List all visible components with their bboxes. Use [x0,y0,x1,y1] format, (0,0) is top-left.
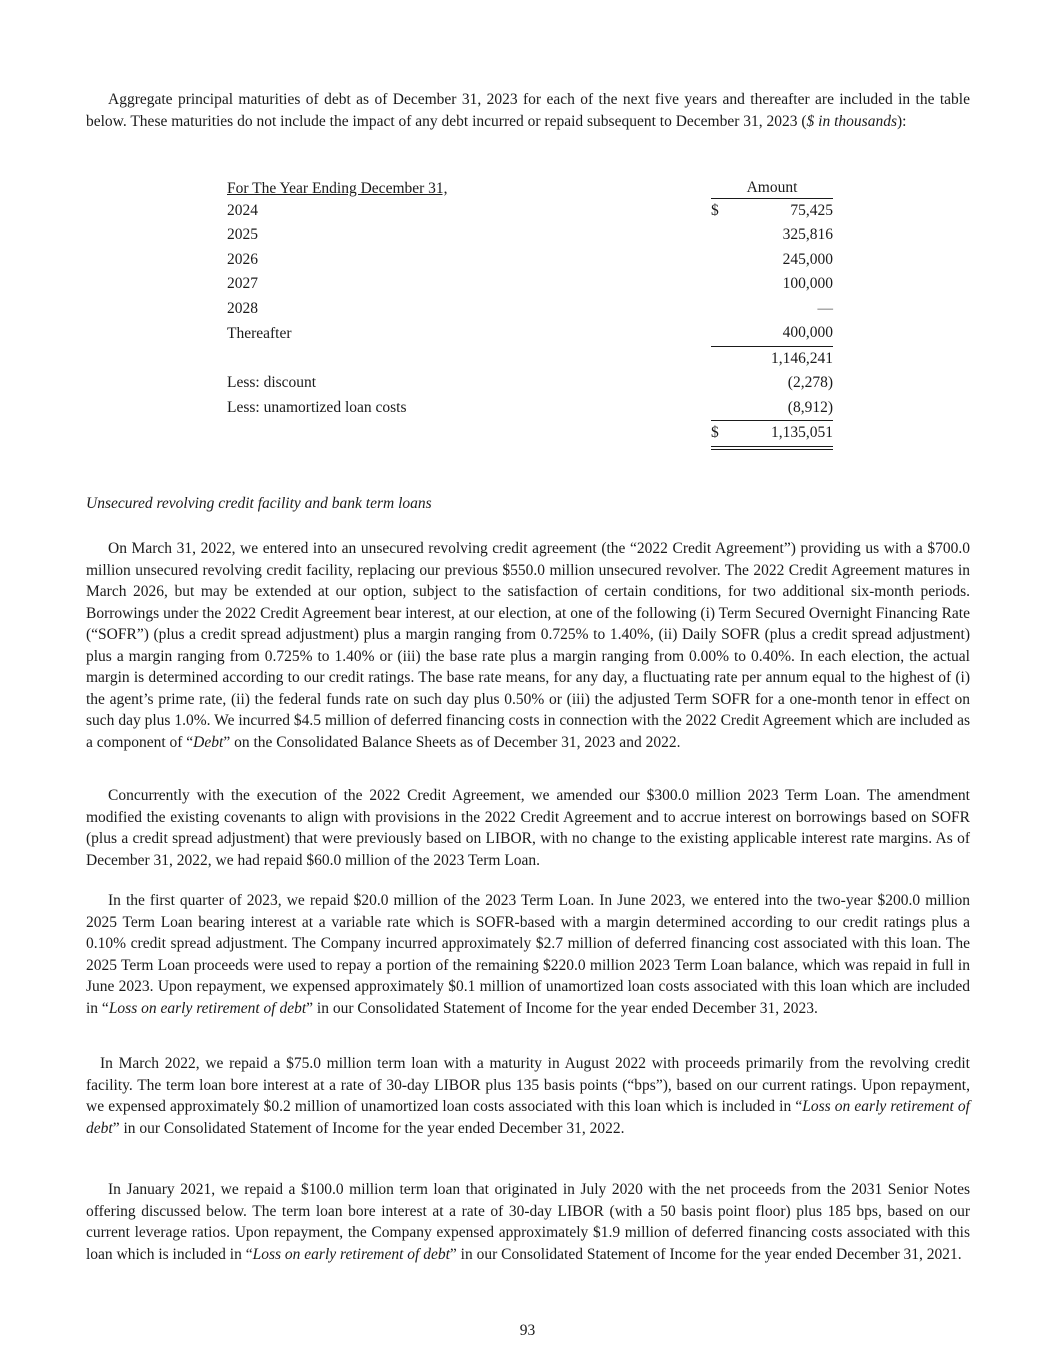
paragraph-credit-agreement [86,538,970,753]
paragraph-text-end: ” in our Consolidated Statement of Income for the year ended December 31, 2023. [306,999,818,1017]
paragraph-text: Concurrently with the execution of the 2022 Credit Agreement, we amended our $300.0 million 2023 Term Loan. The amendment modified the existing covenants to align with provisions in the 2022 Credit Agreement and to accrue interest on borrowings based on SOFR (plus a credit spread adjustment) that were previously based on LIBOR, with no change to the existing applicable interest rate margins. As of December 31, 2022, we had repaid $60.0 million of the 2023 Term Loan. [86,787,970,869]
row-dollar-sign [711,321,731,346]
page-number: 93 [519,1322,536,1339]
row-amount: 325,816 [782,226,833,244]
debt-maturities-table [227,178,833,450]
section-heading: Unsecured revolving credit facility and bank term loans [86,495,432,512]
paragraph-2025-term-loan [86,890,970,1019]
header-amount: Amount [711,178,833,198]
paragraph-text-end: ” in our Consolidated Statement of Income for the year ended December 31, 2021. [449,1245,962,1263]
row-amount: 245,000 [782,250,833,268]
adjustment-label: Less: unamortized loan costs [227,399,407,416]
italic-term: Debt [193,733,224,751]
table-row [227,272,833,297]
intro-text-end: ): [896,112,907,130]
paragraph-text-end: ” in our Consolidated Statement of Income for the year ended December 31, 2022. [112,1119,625,1137]
table-row [227,321,833,346]
paragraph-text: In March 2022, we repaid a $75.0 million term loan with a maturity in August 2022 with proceeds primarily from the revolving credit facility. The term loan bore interest at a rate of 30-day LIBOR plus 135 basis points (“bps”), based on our current ratings. Upon repayment, we expensed approximately $0.2 million of unamortized loan costs associated with this loan which is included in “ [86,1055,970,1115]
row-label: 2028 [227,299,258,317]
row-label: Thereafter [227,324,292,342]
table-row [227,297,833,322]
paragraph-text: In January 2021, we repaid a $100.0 million term loan that originated in July 2020 with the net proceeds from the 2031 Senior Notes offering discussed below. The term loan bore interest at a rate of 30-day LIBOR (with a 50 basis point floor) plus 185 bps, based on our current leverage ratios. Upon repayment, the Company expensed approximately $1.9 million of deferred financing costs associated with this loan which is included in “ [86,1181,970,1263]
subtotal-dollar [711,346,731,371]
paragraph-text: On March 31, 2022, we entered into an unsecured revolving credit agreement (the “2022 Credit Agreement”) providing us with a $700.0 million unsecured revolving credit facility, replacing our previous $550.0 million unsecured revolver. The 2022 Credit Agreement matures in March 2026, but may be extended at our option, subject to the satisfaction of certain conditions, for two additional six-month periods. Borrowings under the 2022 Credit Agreement bear interest, at our election, at one of the following (i) Term Secured Overnight Financing Rate (“SOFR”) (plus a credit spread adjustment) plus a margin ranging from 0.725% to 1.40%, (ii) Daily SOFR (plus a credit spread adjustment) plus a margin ranging from 0.725% to 1.40% or (iii) the base rate plus a margin ranging from 0.00% to 0.40%. In each election, the actual margin is determined according to our credit ratings. The base rate means, for any day, a fluctuating rate per annum equal to the highest of (i) the agent’s prime rate, (ii) the federal funds rate on such day plus 0.50% or (iii) the adjusted Term SOFR for a one-month tenor in effect on such day plus 1.0%. We incurred $4.5 million of deferred financing costs in connection with the 2022 Credit Agreement which are included as a component of “ [86,540,970,751]
row-dollar-sign: $ [711,201,719,219]
subtotal-amount: 1,146,241 [731,346,833,371]
subtotal-label [227,346,711,371]
row-dollar-sign [711,272,731,297]
table-row [227,223,833,248]
row-label: 2024 [227,201,258,219]
adjustment-dollar [711,371,731,396]
table-row [227,198,833,223]
adjustment-label: Less: discount [227,374,317,392]
row-amount: 400,000 [782,324,833,342]
table-row [227,248,833,273]
adjustment-dollar [711,396,731,421]
total-label [227,421,711,448]
adjustment-row [227,396,833,421]
italic-term: Loss on early retirement of debt [86,1098,970,1137]
row-dollar-sign [711,248,731,273]
paragraph-january-2021-repayment [86,1179,970,1265]
row-amount: 75,425 [790,201,833,219]
header-year: For The Year Ending December 31, [227,180,448,197]
total-dollar-sign: $ [711,421,731,448]
row-amount: — [817,299,833,317]
intro-text: Aggregate principal maturities of debt as of December 31, 2023 for each of the next five years and thereafter are included in the table below. These maturities do not include the impact of any debt incurred or repaid subsequent to December 31, 2023 ( [86,91,970,130]
subtotal-row [227,346,833,371]
paragraph-term-loan-amendment [86,785,970,871]
paragraph-text: In the first quarter of 2023, we repaid $20.0 million of the 2023 Term Loan. In June 2023, we entered into the two-year $200.0 million 2025 Term Loan bearing interest at a variable rate which is SOFR-based with a margin determined according to our credit ratings plus a 0.10% credit spread adjustment. The Company incurred approximately $2.7 million of deferred financing cost associated with this loan. The 2025 Term Loan proceeds were used to repay a portion of the remaining $220.0 million 2023 Term Loan balance, which was repaid in full in June 2023. Upon repayment, we expensed approximately $0.1 million of unamortized loan costs associated with this loan which are included in “ [86,892,970,1017]
adjustment-row [227,371,833,396]
italic-term: Loss on early retirement of debt [108,999,307,1017]
italic-term: Loss on early retirement of debt [252,1245,450,1263]
maturities-table-container [227,178,833,450]
adjustment-amount: (2,278) [787,374,833,392]
row-label: 2025 [227,226,258,244]
row-amount: 100,000 [782,275,833,293]
row-label: 2027 [227,275,258,293]
paragraph-text-end: ” on the Consolidated Balance Sheets as of December 31, 2023 and 2022. [223,733,681,751]
units-note: $ in thousands [806,112,897,130]
adjustment-amount: (8,912) [787,398,833,416]
total-amount: 1,135,051 [731,421,833,448]
row-dollar-sign [711,297,731,322]
paragraph-march-2022-repayment [86,1053,970,1139]
row-label: 2026 [227,250,258,268]
total-row [227,421,833,448]
row-dollar-sign [711,223,731,248]
intro-paragraph [86,89,970,132]
table-header-row [227,178,833,198]
